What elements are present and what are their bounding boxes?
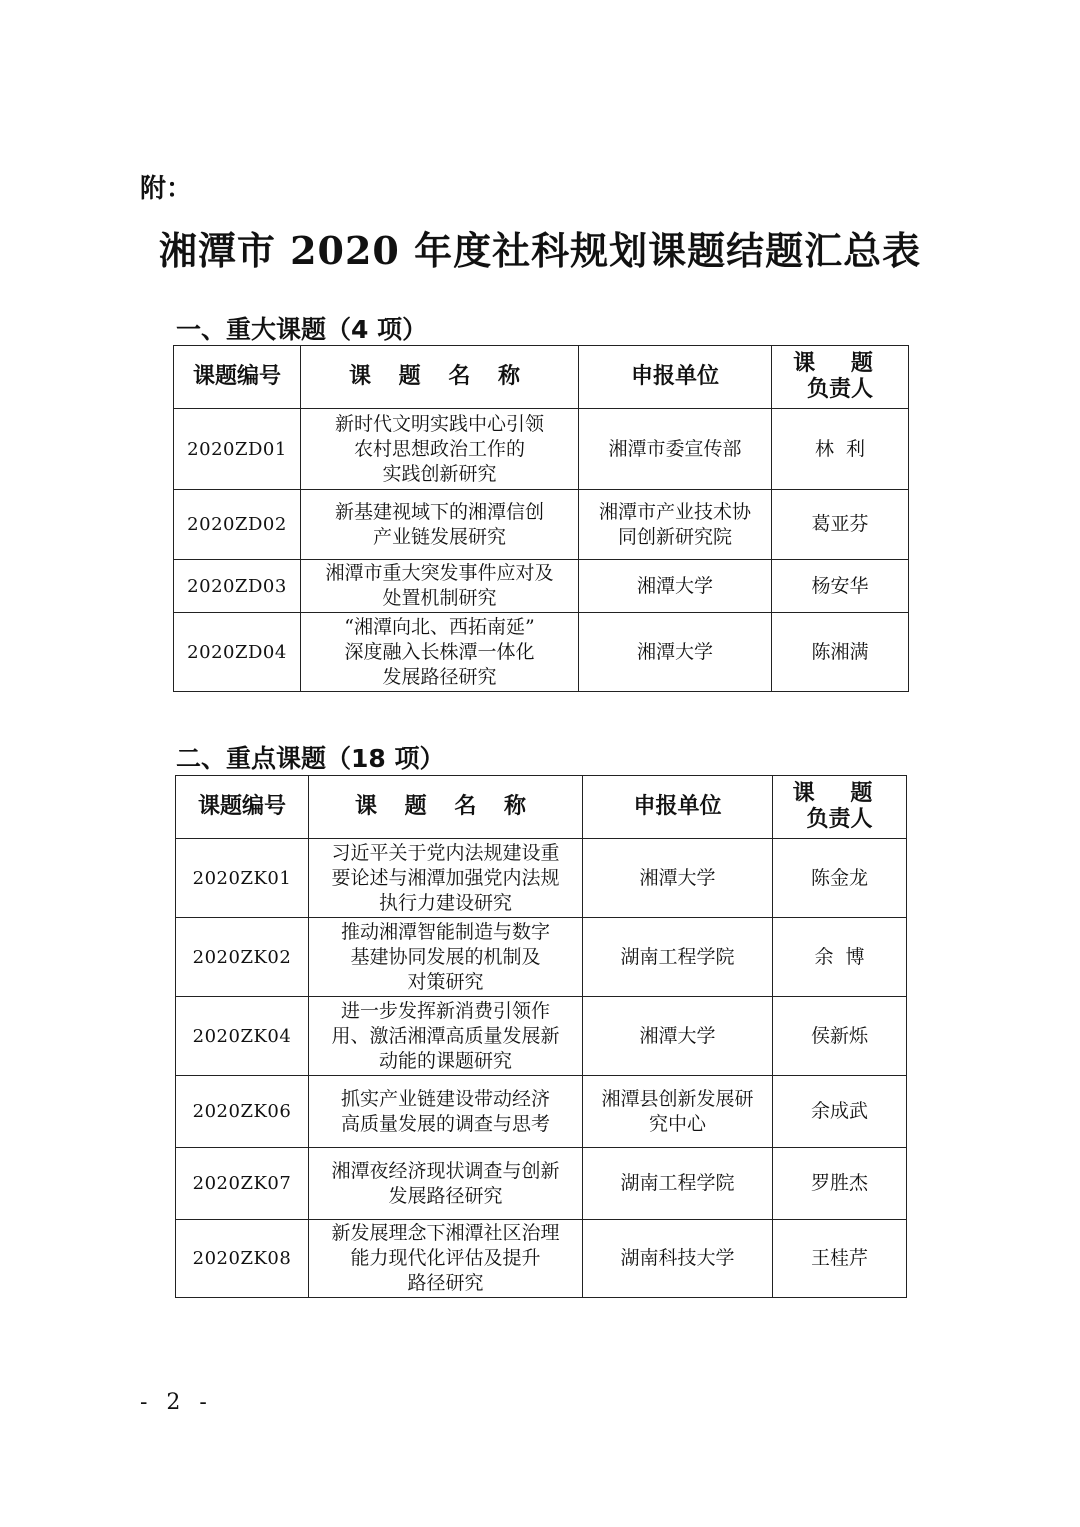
table-row <box>176 1076 907 1148</box>
topic-code: 2020ZD02 <box>174 490 301 560</box>
topic-code: 2020ZK04 <box>176 997 309 1076</box>
topic-code: 2020ZK01 <box>176 839 309 918</box>
column-header-code: 课题编号 <box>176 776 309 839</box>
topic-code: 2020ZK08 <box>176 1220 309 1298</box>
topic-leader: 葛亚芬 <box>772 490 909 560</box>
topic-code: 2020ZK06 <box>176 1076 309 1148</box>
column-header-code: 课题编号 <box>174 346 301 409</box>
section-heading-key: 二、重点课题（18 项） <box>176 744 445 773</box>
column-header-unit: 申报单位 <box>583 776 773 839</box>
topic-name: 湘潭夜经济现状调查与创新 发展路径研究 <box>309 1148 583 1220</box>
topic-leader: 罗胜杰 <box>773 1148 907 1220</box>
table-row <box>174 409 909 490</box>
applicant-unit: 湖南工程学院 <box>583 1148 773 1220</box>
topic-name: 新基建视域下的湘潭信创 产业链发展研究 <box>301 490 579 560</box>
applicant-unit: 湘潭大学 <box>583 997 773 1076</box>
topic-name: 抓实产业链建设带动经济 高质量发展的调查与思考 <box>309 1076 583 1148</box>
column-header-name: 课 题 名 称 <box>309 776 583 839</box>
leader-header-line1: 课 题 <box>792 781 887 806</box>
table-row <box>176 1148 907 1220</box>
leader-header-line2: 负责人 <box>806 377 873 402</box>
applicant-unit: 湘潭大学 <box>579 560 772 613</box>
topic-code: 2020ZK07 <box>176 1148 309 1220</box>
topic-name: 进一步发挥新消费引领作 用、激活湘潭高质量发展新 动能的课题研究 <box>309 997 583 1076</box>
document-title: 湘潭市 2020 年度社科规划课题结题汇总表 <box>158 228 922 273</box>
topic-name: 习近平关于党内法规建设重 要论述与湘潭加强党内法规 执行力建设研究 <box>309 839 583 918</box>
major-topics-table <box>173 345 909 692</box>
topic-name: “湘潭向北、西拓南延” 深度融入长株潭一体化 发展路径研究 <box>301 613 579 692</box>
topic-name: 新发展理念下湘潭社区治理 能力现代化评估及提升 路径研究 <box>309 1220 583 1298</box>
page-number: - 2 - <box>140 1390 213 1415</box>
topic-leader: 林 利 <box>772 409 909 490</box>
topic-leader: 陈湘满 <box>772 613 909 692</box>
leader-header-line2: 负责人 <box>806 807 873 832</box>
section-heading-major: 一、重大课题（4 项） <box>176 315 428 344</box>
table-header-row <box>176 776 907 839</box>
applicant-unit: 湘潭市委宣传部 <box>579 409 772 490</box>
topic-leader: 余 博 <box>773 918 907 997</box>
table-header-row <box>174 346 909 409</box>
table-row <box>174 613 909 692</box>
topic-leader: 王桂芹 <box>773 1220 907 1298</box>
topic-leader: 陈金龙 <box>773 839 907 918</box>
table-row <box>176 918 907 997</box>
column-header-leader <box>773 776 907 839</box>
topic-name: 推动湘潭智能制造与数字 基建协同发展的机制及 对策研究 <box>309 918 583 997</box>
column-header-leader <box>772 346 909 409</box>
applicant-unit: 湘潭县创新发展研 究中心 <box>583 1076 773 1148</box>
topic-leader: 侯新烁 <box>773 997 907 1076</box>
topic-code: 2020ZK02 <box>176 918 309 997</box>
table-row <box>174 560 909 613</box>
table-row <box>176 997 907 1076</box>
applicant-unit: 湖南工程学院 <box>583 918 773 997</box>
topic-code: 2020ZD01 <box>174 409 301 490</box>
column-header-name: 课 题 名 称 <box>301 346 579 409</box>
applicant-unit: 湘潭大学 <box>579 613 772 692</box>
topic-code: 2020ZD04 <box>174 613 301 692</box>
topic-leader: 杨安华 <box>772 560 909 613</box>
attachment-label: 附： <box>140 174 193 204</box>
topic-leader: 余成武 <box>773 1076 907 1148</box>
topic-name: 湘潭市重大突发事件应对及 处置机制研究 <box>301 560 579 613</box>
table-row <box>176 839 907 918</box>
key-topics-table <box>175 775 907 1298</box>
topic-name: 新时代文明实践中心引领 农村思想政治工作的 实践创新研究 <box>301 409 579 490</box>
applicant-unit: 湖南科技大学 <box>583 1220 773 1298</box>
applicant-unit: 湘潭大学 <box>583 839 773 918</box>
applicant-unit: 湘潭市产业技术协 同创新研究院 <box>579 490 772 560</box>
column-header-unit: 申报单位 <box>579 346 772 409</box>
table-row <box>174 490 909 560</box>
topic-code: 2020ZD03 <box>174 560 301 613</box>
leader-header-line1: 课 题 <box>793 351 887 376</box>
table-row <box>176 1220 907 1298</box>
